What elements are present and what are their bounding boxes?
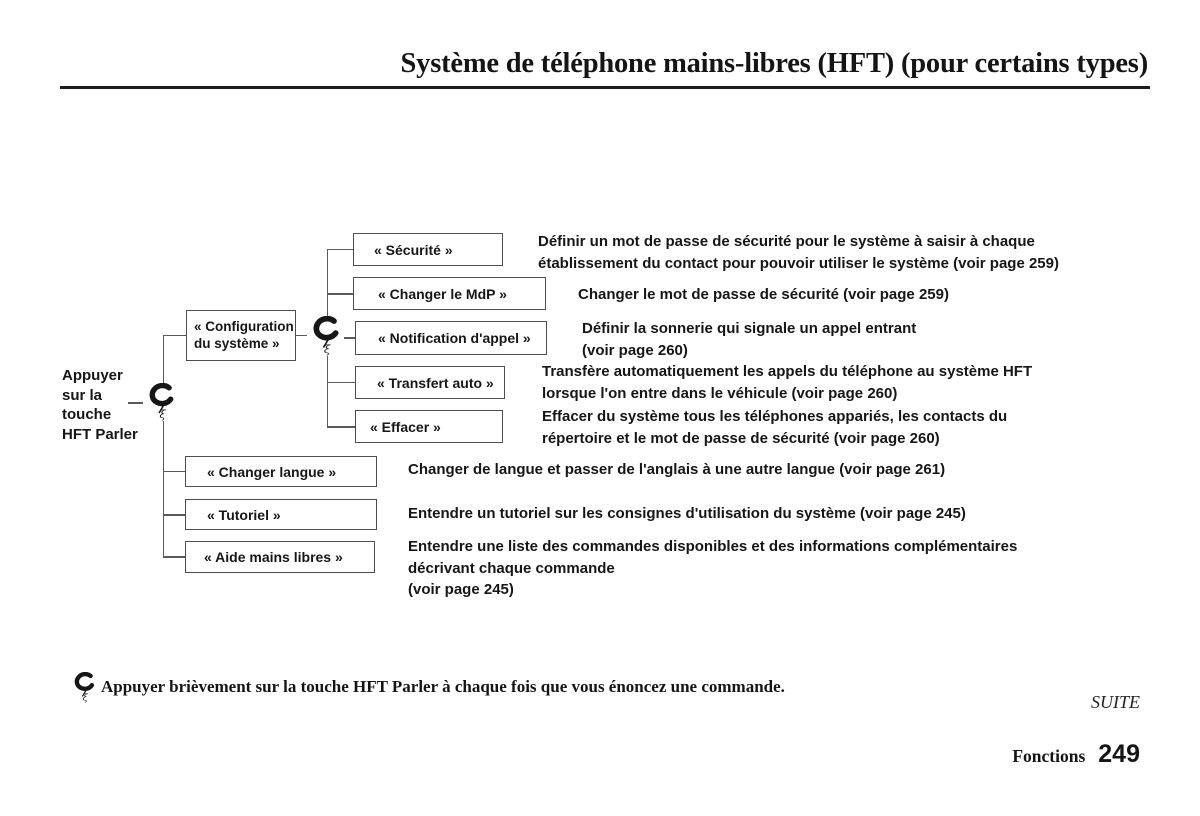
- branch-aide-line: [163, 556, 186, 558]
- continuation-marker: SUITE: [1091, 692, 1140, 712]
- desc-effacer: Effacer du système tous les téléphones appariés, les contacts du répertoire et le mot de passe de sécurité (voir page 260): [542, 408, 1008, 447]
- hft-talk-button-icon: [143, 383, 179, 421]
- branch-transfert-line: [327, 382, 355, 384]
- desc-changer-langue: Changer de langue et passer de l'anglais à une autre langue (voir page 261): [408, 461, 946, 478]
- branch-tutoriel-line: [163, 514, 186, 516]
- hft-talk-button-icon: [70, 672, 98, 703]
- hft-talk-button-icon: [307, 316, 344, 356]
- node-effacer: « Effacer »: [355, 410, 503, 443]
- node-changer-mdp: « Changer le MdP »: [353, 277, 546, 310]
- section-name: Fonctions: [1012, 746, 1086, 766]
- desc-transfert-auto: Transfère automatiquement les appels du téléphone au système HFT lorsque l'on entre dans le véhicule (voir page 260): [542, 363, 1033, 402]
- hft-talk-button-icon: [307, 316, 344, 356]
- node-changer-langue: « Changer langue »: [185, 456, 377, 487]
- node-securite: « Sécurité »: [353, 233, 503, 266]
- node-aide-mains-libres: « Aide mains libres »: [185, 541, 375, 573]
- title-rule: [60, 86, 1150, 89]
- node-transfert-auto: « Transfert auto »: [355, 366, 505, 399]
- node-notification-appel: « Notification d'appel »: [355, 321, 547, 355]
- branch-mdp-line: [327, 293, 353, 295]
- svg-text:ξ: ξ: [323, 341, 331, 356]
- tree1-vertical-line: [163, 335, 165, 558]
- branch-langue-line: [163, 471, 186, 473]
- branch-config-line: [163, 335, 187, 337]
- hft-talk-button-icon: [143, 383, 179, 421]
- node-configuration-systeme: « Configuration du système »: [186, 310, 296, 361]
- connector-root-to-icon: [128, 402, 144, 404]
- desc-tutoriel: Entendre un tutoriel sur les consignes d'utilisation du système (voir page 245): [408, 505, 966, 522]
- hft-talk-button-icon: [70, 672, 98, 703]
- svg-text:ξ: ξ: [159, 408, 166, 421]
- branch-effacer-line: [327, 426, 355, 428]
- svg-text:ξ: ξ: [82, 693, 88, 703]
- node-tutoriel: « Tutoriel »: [185, 499, 377, 530]
- branch-notification-line: [344, 337, 355, 339]
- root-label-hft-talk: Appuyer sur la touche HFT Parler: [62, 367, 138, 443]
- desc-securite: Définir un mot de passe de sécurité pour le système à saisir à chaque établissement du contact pour pouvoir utiliser le système (voir page 259): [538, 233, 1059, 272]
- page-title: Système de téléphone mains-libres (HFT) (pour certains types): [400, 48, 1148, 79]
- desc-notification-appel: Définir la sonnerie qui signale un appel entrant (voir page 260): [582, 320, 917, 359]
- branch-securite-line: [327, 249, 353, 251]
- page-footer: [1012, 740, 1140, 769]
- page-number: 249: [1098, 740, 1140, 768]
- desc-aide-mains-libres: Entendre une liste des commandes disponibles et des informations complémentaires décrivant chaque commande (voir page 245): [408, 538, 1018, 598]
- footnote-text: Appuyer brièvement sur la touche HFT Parler à chaque fois que vous énoncez une commande.: [101, 677, 785, 696]
- desc-changer-mdp: Changer le mot de passe de sécurité (voir page 259): [578, 286, 949, 303]
